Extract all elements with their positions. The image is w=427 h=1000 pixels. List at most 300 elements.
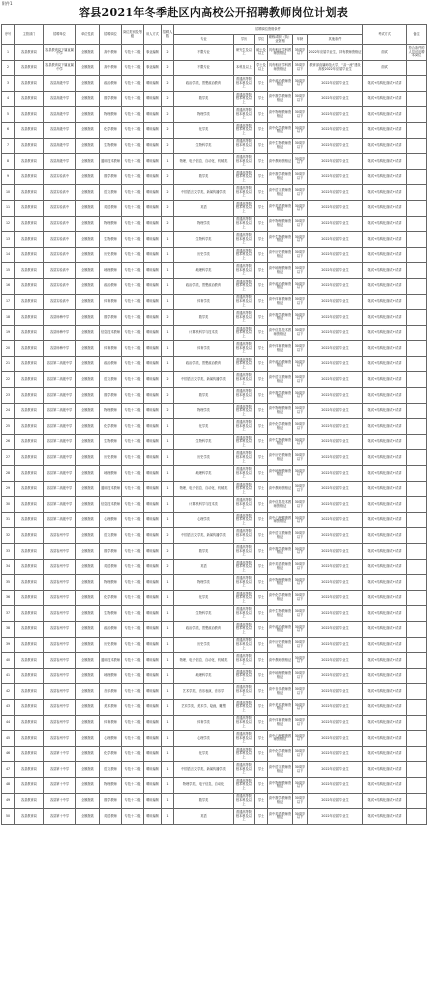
cell-unit: 容县第十中学	[44, 762, 76, 778]
cell-count: 1	[162, 606, 174, 622]
cell-education: 普通高等院校本科及以上	[234, 122, 255, 138]
cell-nature: 全额拨款	[76, 544, 100, 560]
cell-major: 物理学类	[174, 575, 234, 591]
cell-count: 1	[162, 481, 174, 497]
cell-form: 聘用编制	[144, 247, 162, 263]
cell-age: 30周岁以下	[293, 200, 308, 216]
cell-other: 2022年应届毕业生	[308, 76, 363, 92]
table-row	[2, 497, 427, 513]
cell-category: 专技十二级	[122, 668, 144, 684]
cell-major: 地理科学类	[174, 466, 234, 482]
cell-unit: 容县容州中学	[44, 590, 76, 606]
cell-post: 物理教师	[100, 777, 122, 793]
cell-count: 1	[162, 731, 174, 747]
cell-cert: 高中信息技术教师资格证	[268, 325, 293, 341]
table-row	[2, 310, 427, 326]
table-row	[2, 590, 427, 606]
header-cert: 职称或职（执）业资格	[268, 34, 292, 43]
cell-degree: 学士	[255, 263, 268, 279]
cell-age: 30周岁以下	[293, 232, 308, 248]
cell-education: 普通高等院校本科及以上	[234, 528, 255, 544]
cell-education: 本科及以上	[234, 60, 255, 76]
cell-other: 2022年应届毕业生	[308, 388, 363, 404]
cell-count: 2	[162, 107, 174, 123]
cell-age: 30周岁以下	[293, 528, 308, 544]
cell-exam: 笔试+结构化面试+试讲	[363, 200, 407, 216]
cell-category: 专技十二级	[122, 637, 144, 653]
cell-seq: 22	[2, 372, 15, 388]
cell-form: 聘用编制	[144, 200, 162, 216]
cell-unit: 容县第二高级中学	[44, 419, 76, 435]
cell-unit: 容县教育局下属直属中学	[44, 45, 76, 61]
cell-dept: 容县教育局	[15, 793, 44, 809]
cell-nature: 全额拨款	[76, 45, 100, 61]
cell-major: 中国语言文学类，新闻传播学类	[174, 762, 234, 778]
cell-other: 2022年应届毕业生	[308, 294, 363, 310]
cell-other: 2022年应届毕业生	[308, 200, 363, 216]
attachment-label: 附件1	[2, 1, 13, 6]
header-seq: 序号	[2, 25, 15, 45]
cell-major: 生物科学类	[174, 434, 234, 450]
cell-remark	[407, 138, 427, 154]
cell-age: 35周岁以下	[293, 60, 308, 76]
cell-category: 专技十二级	[122, 122, 144, 138]
cell-dept: 容县教育局	[15, 169, 44, 185]
cell-count: 2	[162, 60, 174, 76]
cell-dept: 容县教育局	[15, 122, 44, 138]
header-count: 招聘人数	[162, 25, 174, 45]
cell-nature: 全额拨款	[76, 247, 100, 263]
cell-category: 专技十二级	[122, 403, 144, 419]
cell-form: 聘用编制	[144, 668, 162, 684]
cell-unit: 容县高级中学	[44, 122, 76, 138]
cell-remark	[407, 356, 427, 372]
cell-remark	[407, 372, 427, 388]
table-row	[2, 559, 427, 575]
cell-category: 专技十二级	[122, 341, 144, 357]
cell-cert: 高中数学教师资格证	[268, 169, 293, 185]
cell-degree: 学士	[255, 528, 268, 544]
cell-remark	[407, 403, 427, 419]
cell-post: 英语教师	[100, 559, 122, 575]
cell-count: 1	[162, 278, 174, 294]
table-row	[2, 122, 427, 138]
cell-exam: 笔试+结构化面试+试讲	[363, 232, 407, 248]
table-row	[2, 419, 427, 435]
cell-education: 普通高等院校本科及以上	[234, 434, 255, 450]
cell-nature: 全额拨款	[76, 668, 100, 684]
cell-major: 物理、电子信息、自动化、机械类	[174, 653, 234, 669]
cell-degree: 学士	[255, 310, 268, 326]
cell-other: 2022年应届毕业生	[308, 419, 363, 435]
cell-age: 30周岁以下	[293, 216, 308, 232]
table-row	[2, 294, 427, 310]
cell-post: 数学教师	[100, 544, 122, 560]
cell-other: 2022年应届毕业生	[308, 731, 363, 747]
cell-remark	[407, 247, 427, 263]
cell-education: 普通高等院校本科及以上	[234, 575, 255, 591]
cell-age: 30周岁以下	[293, 762, 308, 778]
cell-age: 30周岁以下	[293, 434, 308, 450]
table-row	[2, 606, 427, 622]
cell-seq: 50	[2, 809, 15, 825]
cell-exam: 笔试+结构化面试+试讲	[363, 450, 407, 466]
cell-age: 30周岁以下	[293, 559, 308, 575]
cell-category: 专技十二级	[122, 746, 144, 762]
cell-unit: 容县容州中学	[44, 621, 76, 637]
cell-nature: 全额拨款	[76, 466, 100, 482]
cell-category: 专技十二级	[122, 138, 144, 154]
cell-age: 30周岁以下	[293, 372, 308, 388]
cell-age: 30周岁以下	[293, 107, 308, 123]
cell-post: 音乐教师	[100, 684, 122, 700]
cell-form: 聘用编制	[144, 731, 162, 747]
cell-exam: 笔试+结构化面试+试讲	[363, 653, 407, 669]
cell-unit: 容县容州中学	[44, 637, 76, 653]
cell-seq: 38	[2, 621, 15, 637]
cell-major: 物理、电子信息、自动化、机械类	[174, 481, 234, 497]
cell-category: 专技十二级	[122, 715, 144, 731]
cell-form: 聘用编制	[144, 216, 162, 232]
cell-exam: 笔试+结构化面试+试讲	[363, 403, 407, 419]
cell-other: 2022年应届毕业生	[308, 653, 363, 669]
cell-remark	[407, 91, 427, 107]
cell-form: 聘用编制	[144, 466, 162, 482]
cell-form: 聘用编制	[144, 544, 162, 560]
cell-exam: 笔试+结构化面试+试讲	[363, 544, 407, 560]
cell-form: 聘用编制	[144, 777, 162, 793]
cell-remark	[407, 450, 427, 466]
cell-post: 数学教师	[100, 169, 122, 185]
cell-post: 英语教师	[100, 200, 122, 216]
table-row	[2, 169, 427, 185]
cell-remark	[407, 715, 427, 731]
cell-cert: 高中英语教师资格证	[268, 559, 293, 575]
cell-count: 1	[162, 637, 174, 653]
cell-category: 专技十二级	[122, 450, 144, 466]
cell-nature: 全额拨款	[76, 107, 100, 123]
cell-degree: 学士	[255, 481, 268, 497]
cell-form: 聘用编制	[144, 76, 162, 92]
cell-other: 教育部直属师范大学、“双一流”建设高校2022年应届毕业生	[308, 60, 363, 76]
cell-seq: 3	[2, 76, 15, 92]
cell-category: 专技十二级	[122, 263, 144, 279]
cell-form: 聘用编制	[144, 746, 162, 762]
cell-count: 2	[162, 388, 174, 404]
table-row	[2, 715, 427, 731]
cell-post: 物理教师	[100, 216, 122, 232]
table-row	[2, 684, 427, 700]
cell-count: 2	[162, 528, 174, 544]
cell-degree: 学士	[255, 699, 268, 715]
cell-dept: 容县教育局	[15, 200, 44, 216]
cell-count: 1	[162, 263, 174, 279]
cell-cert: 高中物理教师资格证	[268, 777, 293, 793]
cell-dept: 容县教育局	[15, 621, 44, 637]
cell-age: 30周岁以下	[293, 403, 308, 419]
cell-dept: 容县教育局	[15, 699, 44, 715]
cell-form: 聘用编制	[144, 356, 162, 372]
page-title: 容县2021年冬季赴区内高校公开招聘教师岗位计划表	[78, 6, 349, 19]
cell-count: 1	[162, 450, 174, 466]
cell-age: 30周岁以下	[293, 715, 308, 731]
cell-unit: 容县容州中学	[44, 668, 76, 684]
cell-major: 体育学类	[174, 294, 234, 310]
cell-seq: 13	[2, 232, 15, 248]
cell-cert: 高中数学教师资格证	[268, 310, 293, 326]
cell-unit: 容县第二高级中学	[44, 481, 76, 497]
cell-remark	[407, 154, 427, 170]
cell-category: 专技十二级	[122, 653, 144, 669]
cell-unit: 容县第二高级中学	[44, 466, 76, 482]
cell-exam: 笔试+结构化面试+试讲	[363, 91, 407, 107]
cell-post: 心理教师	[100, 731, 122, 747]
cell-remark	[407, 341, 427, 357]
cell-remark	[407, 746, 427, 762]
cell-education: 普通高等院校本科及以上	[234, 512, 255, 528]
cell-nature: 全额拨款	[76, 138, 100, 154]
cell-remark	[407, 419, 427, 435]
cell-nature: 全额拨款	[76, 684, 100, 700]
cell-exam: 笔试+结构化面试+试讲	[363, 746, 407, 762]
cell-dept: 容县教育局	[15, 450, 44, 466]
cell-unit: 容县第二高级中学	[44, 388, 76, 404]
cell-nature: 全额拨款	[76, 762, 100, 778]
cell-education: 普通高等院校本科及以上	[234, 138, 255, 154]
cell-seq: 40	[2, 653, 15, 669]
cell-count: 2	[162, 138, 174, 154]
cell-cert: 高中数学教师资格证	[268, 544, 293, 560]
cell-major: 数学类	[174, 310, 234, 326]
cell-degree: 学士	[255, 278, 268, 294]
cell-seq: 44	[2, 715, 15, 731]
cell-dept: 容县教育局	[15, 76, 44, 92]
cell-remark	[407, 528, 427, 544]
cell-category: 专技十二级	[122, 356, 144, 372]
cell-degree: 学士	[255, 497, 268, 513]
cell-degree: 学士	[255, 200, 268, 216]
cell-dept: 容县教育局	[15, 512, 44, 528]
cell-post: 物理教师	[100, 107, 122, 123]
cell-other: 2022年应届毕业生	[308, 107, 363, 123]
cell-form: 聘用编制	[144, 497, 162, 513]
cell-degree: 学士	[255, 668, 268, 684]
cell-form: 聘用编制	[144, 699, 162, 715]
cell-dept: 容县教育局	[15, 232, 44, 248]
cell-form: 聘用编制	[144, 310, 162, 326]
cell-major: 计算机科学与技术类	[174, 497, 234, 513]
cell-category: 专技十二级	[122, 684, 144, 700]
cell-age: 30周岁以下	[293, 575, 308, 591]
cell-category: 专技十二级	[122, 621, 144, 637]
cell-degree: 学士	[255, 762, 268, 778]
cell-nature: 全额拨款	[76, 310, 100, 326]
cell-other: 2022年应届毕业生	[308, 310, 363, 326]
cell-seq: 6	[2, 122, 15, 138]
cell-cert: 高中历史教师资格证	[268, 637, 293, 653]
cell-nature: 全额拨款	[76, 497, 100, 513]
cell-form: 聘用编制	[144, 122, 162, 138]
table-row	[2, 450, 427, 466]
cell-dept: 容县教育局	[15, 637, 44, 653]
cell-remark	[407, 777, 427, 793]
cell-education: 普通高等院校本科及以上	[234, 731, 255, 747]
header-dept: 主管部门	[15, 25, 44, 45]
header-form: 用人方式	[144, 25, 162, 45]
cell-dept: 容县教育局	[15, 746, 44, 762]
cell-exam: 笔试+结构化面试+试讲	[363, 621, 407, 637]
cell-cert: 高中心理健康教师资格证	[268, 731, 293, 747]
cell-seq: 42	[2, 684, 15, 700]
cell-nature: 全额拨款	[76, 606, 100, 622]
cell-exam: 笔试+结构化面试+试讲	[363, 169, 407, 185]
header-other: 其他条件	[308, 35, 363, 45]
cell-degree: 学士	[255, 590, 268, 606]
cell-exam: 笔试+结构化面试+试讲	[363, 372, 407, 388]
cell-cert: 高中英语教师资格证	[268, 200, 293, 216]
cell-degree: 学士	[255, 341, 268, 357]
cell-cert: 高中地理教师资格证	[268, 263, 293, 279]
cell-major: 数学类	[174, 169, 234, 185]
header-nature: 单位性质	[76, 25, 100, 45]
cell-exam: 笔试+结构化面试+试讲	[363, 559, 407, 575]
cell-age: 30周岁以下	[293, 606, 308, 622]
cell-other: 2022年应届毕业生	[308, 481, 363, 497]
cell-degree: 学士	[255, 559, 268, 575]
cell-form: 聘用编制	[144, 294, 162, 310]
cell-degree: 学士	[255, 653, 268, 669]
table-row	[2, 76, 427, 92]
cell-exam: 笔试+结构化面试+试讲	[363, 247, 407, 263]
cell-other: 2022年应届毕业生	[308, 528, 363, 544]
cell-exam: 笔试+结构化面试+试讲	[363, 575, 407, 591]
cell-cert: 高中信息技术教师资格证	[268, 497, 293, 513]
cell-age: 30周岁以下	[293, 777, 308, 793]
cell-nature: 全额拨款	[76, 434, 100, 450]
cell-category: 专技十二级	[122, 793, 144, 809]
cell-form: 聘用编制	[144, 450, 162, 466]
cell-count: 2	[162, 200, 174, 216]
cell-count: 1	[162, 497, 174, 513]
cell-unit: 容县容州中学	[44, 528, 76, 544]
cell-age: 30周岁以下	[293, 544, 308, 560]
cell-remark	[407, 762, 427, 778]
cell-category: 专技十二级	[122, 91, 144, 107]
cell-count: 1	[162, 793, 174, 809]
cell-form: 聘用编制	[144, 278, 162, 294]
cell-exam: 笔试+结构化面试+试讲	[363, 715, 407, 731]
cell-remark	[407, 325, 427, 341]
cell-exam: 笔试+结构化面试+试讲	[363, 356, 407, 372]
table-row	[2, 793, 427, 809]
cell-post: 地理教师	[100, 668, 122, 684]
cell-category: 专技十二级	[122, 45, 144, 61]
cell-education: 普通高等院校本科及以上	[234, 497, 255, 513]
cell-dept: 容县教育局	[15, 91, 44, 107]
cell-remark	[407, 653, 427, 669]
cell-form: 聘用编制	[144, 154, 162, 170]
cell-count: 1	[162, 777, 174, 793]
cell-remark: 符合条件的人员可应聘本岗位	[407, 45, 427, 61]
cell-seq: 39	[2, 637, 15, 653]
cell-unit: 容县容州中学	[44, 606, 76, 622]
cell-nature: 全额拨款	[76, 185, 100, 201]
cell-dept: 容县教育局	[15, 684, 44, 700]
table-row	[2, 575, 427, 591]
cell-education: 普通高等院校本科及以上	[234, 590, 255, 606]
cell-category: 专技十二级	[122, 278, 144, 294]
cell-other: 2022年应届毕业生	[308, 325, 363, 341]
cell-count: 1	[162, 419, 174, 435]
cell-degree: 学士	[255, 232, 268, 248]
cell-degree: 学士	[255, 107, 268, 123]
cell-education: 普通高等院校本科及以上	[234, 232, 255, 248]
cell-major: 英语	[174, 559, 234, 575]
cell-nature: 全额拨款	[76, 278, 100, 294]
cell-unit: 容县第十中学	[44, 793, 76, 809]
cell-remark	[407, 278, 427, 294]
cell-nature: 全额拨款	[76, 637, 100, 653]
cell-form: 聘用编制	[144, 419, 162, 435]
cell-education: 普通高等院校本科及以上	[234, 699, 255, 715]
header-degree: 学位	[255, 35, 268, 45]
cell-seq: 30	[2, 497, 15, 513]
cell-post: 英语教师	[100, 809, 122, 825]
cell-count: 1	[162, 746, 174, 762]
cell-education: 普通高等院校本科及以上	[234, 621, 255, 637]
cell-post: 语文教师	[100, 528, 122, 544]
cell-count: 1	[162, 294, 174, 310]
cell-other: 2022年应届毕业生	[308, 637, 363, 653]
cell-age: 30周岁以下	[293, 466, 308, 482]
cell-cert: 高中历史教师资格证	[268, 450, 293, 466]
cell-age: 30周岁以下	[293, 481, 308, 497]
cell-post: 体育教师	[100, 341, 122, 357]
cell-education: 普通高等院校本科及以上	[234, 310, 255, 326]
cell-exam: 笔试+结构化面试+试讲	[363, 122, 407, 138]
cell-age: 30周岁以下	[293, 185, 308, 201]
table-row	[2, 528, 427, 544]
cell-degree: 学士	[255, 419, 268, 435]
cell-dept: 容县教育局	[15, 762, 44, 778]
cell-post: 通用技术教师	[100, 481, 122, 497]
cell-exam: 笔试+结构化面试+试讲	[363, 263, 407, 279]
cell-seq: 20	[2, 341, 15, 357]
cell-post: 心理教师	[100, 512, 122, 528]
cell-count: 1	[162, 590, 174, 606]
cell-degree: 学士	[255, 388, 268, 404]
cell-post: 历史教师	[100, 247, 122, 263]
cell-cert: 高中语文教师资格证	[268, 762, 293, 778]
cell-seq: 5	[2, 107, 15, 123]
cell-unit: 容县第十中学	[44, 809, 76, 825]
cell-other: 2022年应届毕业生，持有教师资格证	[308, 45, 363, 61]
cell-post: 数学教师	[100, 91, 122, 107]
cell-remark	[407, 544, 427, 560]
cell-other: 2022年应届毕业生	[308, 762, 363, 778]
cell-education: 普通高等院校本科及以上	[234, 777, 255, 793]
cell-exam: 笔试+结构化面试+试讲	[363, 107, 407, 123]
cell-age: 30周岁以下	[293, 731, 308, 747]
cell-unit: 容县第二高级中学	[44, 434, 76, 450]
cell-cert: 高中数学教师资格证	[268, 388, 293, 404]
cell-age: 35周岁以下	[293, 45, 308, 61]
cell-form: 聘用编制	[144, 434, 162, 450]
cell-category: 专技十二级	[122, 699, 144, 715]
cell-unit: 容县实验高中	[44, 200, 76, 216]
cell-other: 2022年应届毕业生	[308, 746, 363, 762]
cell-age: 30周岁以下	[293, 637, 308, 653]
